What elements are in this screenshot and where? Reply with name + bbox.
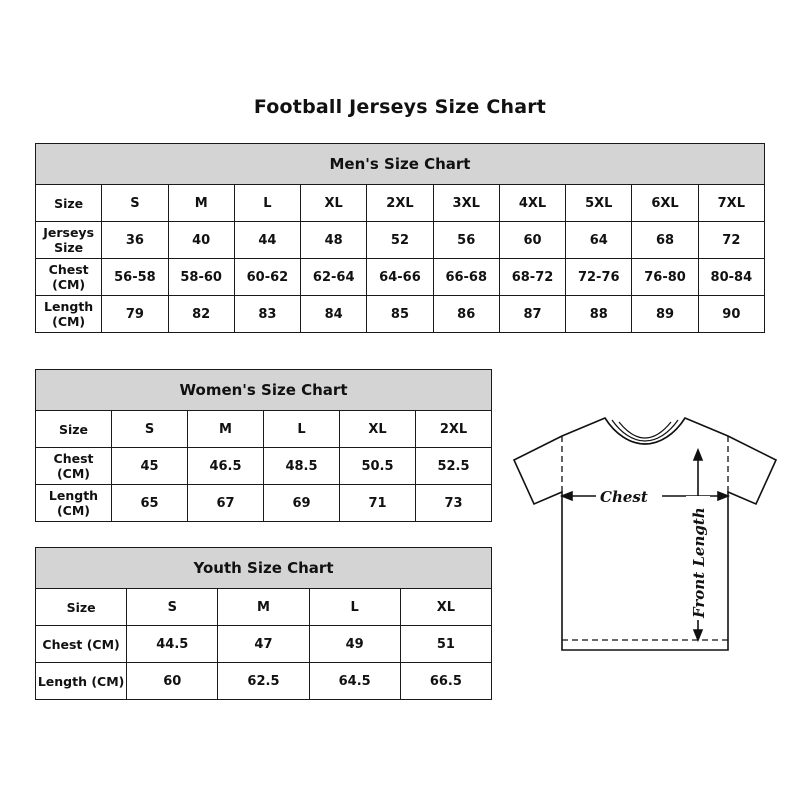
table-cell: 88 [566,296,632,333]
row-header-size: Size [36,589,127,626]
row-label: Chest (CM) [36,259,102,296]
column-header: S [127,589,218,626]
table-cell: 64.5 [309,663,400,700]
table-row [36,485,492,522]
table-cell: 68 [632,222,698,259]
table-cell: 58-60 [168,259,234,296]
table-cell: 83 [234,296,300,333]
column-header: 3XL [433,185,499,222]
table-cell: 50.5 [340,448,416,485]
table-cell: 65 [112,485,188,522]
column-header: XL [340,411,416,448]
table-header-row [36,411,492,448]
table-cell: 72 [698,222,764,259]
table-cell: 56-58 [102,259,168,296]
table-cell: 86 [433,296,499,333]
table-cell: 44.5 [127,626,218,663]
table-header-row [36,589,492,626]
table-cell: 49 [309,626,400,663]
chest-label: Chest [600,488,648,506]
table-cell: 87 [499,296,565,333]
table-cell: 48 [301,222,367,259]
column-header: L [234,185,300,222]
table-caption-row [36,548,492,589]
table-cell: 60 [127,663,218,700]
table-cell: 71 [340,485,416,522]
row-label: Chest (CM) [36,448,112,485]
row-label: Length (CM) [36,296,102,333]
table-row [36,222,765,259]
column-header: 6XL [632,185,698,222]
table-cell: 69 [264,485,340,522]
womens-chart-caption: Women's Size Chart [36,370,492,411]
table-cell: 52.5 [416,448,492,485]
table-cell: 47 [218,626,309,663]
table-cell: 76-80 [632,259,698,296]
row-header-size: Size [36,411,112,448]
table-cell: 79 [102,296,168,333]
column-header: 7XL [698,185,764,222]
youth-chart-caption: Youth Size Chart [36,548,492,589]
table-cell: 64-66 [367,259,433,296]
table-cell: 66.5 [400,663,491,700]
table-row [36,663,492,700]
column-header: XL [400,589,491,626]
table-cell: 51 [400,626,491,663]
row-label: Chest (CM) [36,626,127,663]
column-header: M [218,589,309,626]
row-label: Jerseys Size [36,222,102,259]
mens-chart-caption: Men's Size Chart [36,144,765,185]
table-cell: 72-76 [566,259,632,296]
womens-size-chart-table [35,369,492,522]
table-cell: 56 [433,222,499,259]
front-length-label: Front Length [690,507,708,618]
table-cell: 85 [367,296,433,333]
column-header: L [264,411,340,448]
table-cell: 90 [698,296,764,333]
youth-size-chart-table [35,547,492,700]
table-caption-row [36,144,765,185]
table-cell: 89 [632,296,698,333]
table-cell: 60 [499,222,565,259]
table-cell: 40 [168,222,234,259]
table-cell: 46.5 [188,448,264,485]
column-header: M [188,411,264,448]
column-header: 4XL [499,185,565,222]
table-cell: 44 [234,222,300,259]
column-header: L [309,589,400,626]
table-row [36,626,492,663]
tshirt-diagram [500,400,790,690]
table-caption-row [36,370,492,411]
table-row [36,448,492,485]
table-cell: 45 [112,448,188,485]
page-title: Football Jerseys Size Chart [253,96,547,118]
column-header: S [112,411,188,448]
table-cell: 52 [367,222,433,259]
table-cell: 82 [168,296,234,333]
column-header: XL [301,185,367,222]
table-cell: 84 [301,296,367,333]
table-cell: 36 [102,222,168,259]
table-cell: 68-72 [499,259,565,296]
table-cell: 64 [566,222,632,259]
mens-size-chart-table [35,143,765,333]
column-header: 2XL [416,411,492,448]
table-cell: 62-64 [301,259,367,296]
table-cell: 62.5 [218,663,309,700]
table-row [36,296,765,333]
table-header-row [36,185,765,222]
column-header: S [102,185,168,222]
table-cell: 73 [416,485,492,522]
table-cell: 60-62 [234,259,300,296]
table-cell: 80-84 [698,259,764,296]
table-cell: 67 [188,485,264,522]
column-header: M [168,185,234,222]
table-cell: 48.5 [264,448,340,485]
row-header-size: Size [36,185,102,222]
column-header: 5XL [566,185,632,222]
row-label: Length (CM) [36,663,127,700]
column-header: 2XL [367,185,433,222]
table-cell: 66-68 [433,259,499,296]
table-row [36,259,765,296]
row-label: Length (CM) [36,485,112,522]
